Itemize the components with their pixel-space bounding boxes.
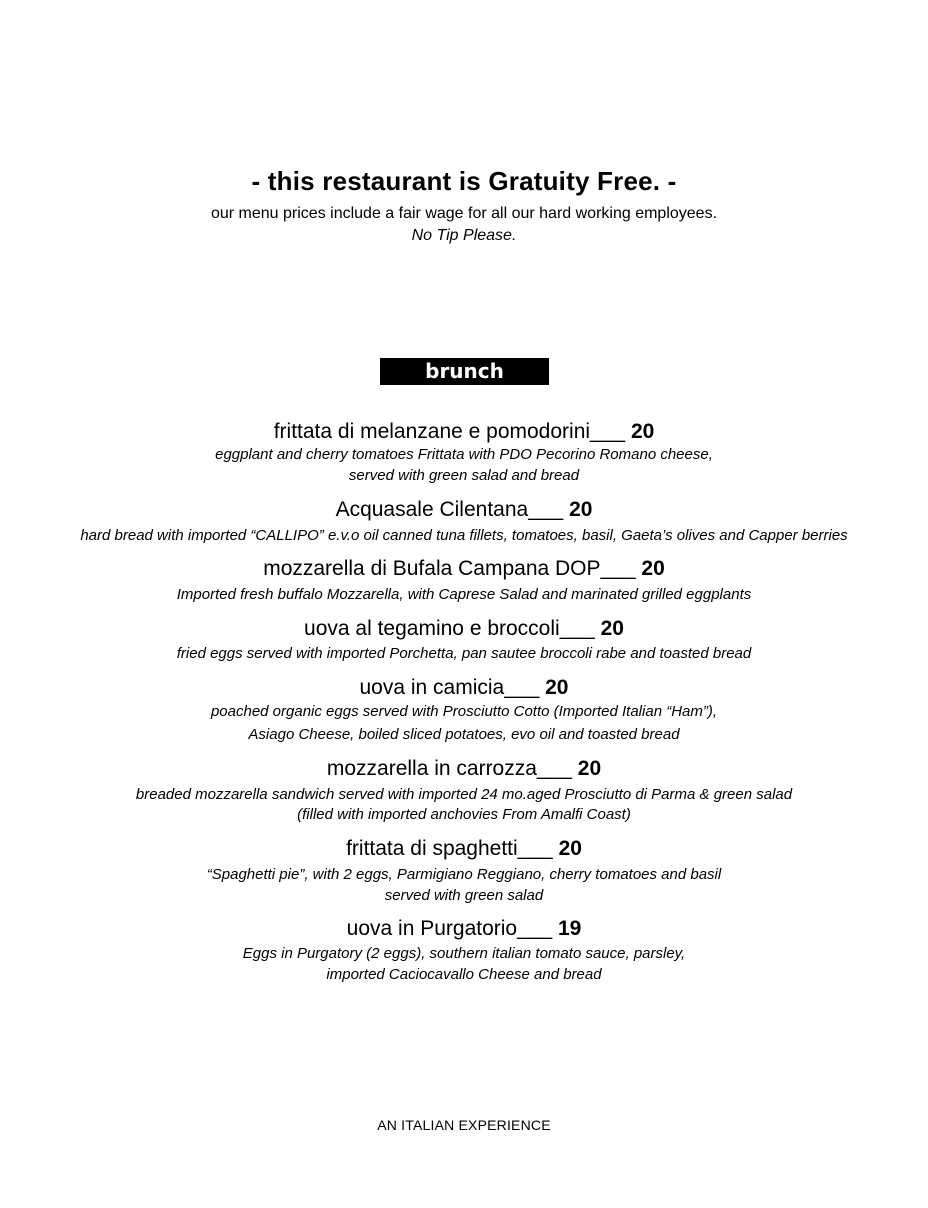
menu-item-description: imported Caciocavallo Cheese and bread <box>326 966 602 983</box>
menu-item-price: 19 <box>557 917 582 940</box>
menu-item-description: fried eggs served with imported Porchetta, pan sautee broccoli rabe and toasted bread <box>176 645 752 662</box>
menu-item-description: eggplant and cherry tomatoes Frittata with PDO Pecorino Romano cheese, <box>215 446 713 463</box>
menu-item-price: 20 <box>558 837 582 860</box>
menu-item-name <box>0 556 928 582</box>
gratuity-notice-body: our menu prices include a fair wage for all our hard working employees. <box>210 205 718 222</box>
menu-item-title: frittata di spaghetti___ <box>346 837 553 860</box>
menu-item-name <box>0 419 928 445</box>
menu-item-name <box>0 497 928 523</box>
menu-item-description: “Spaghetti pie”, with 2 eggs, Parmigiano Reggiano, cherry tomatoes and basil <box>206 866 722 883</box>
menu-item-title: uova in camicia___ <box>359 676 540 699</box>
menu-item-title: mozzarella in carrozza___ <box>326 757 572 780</box>
menu-item-description: breaded mozzarella sandwich served with imported 24 mo.aged Prosciutto di Parma & green salad <box>135 786 793 803</box>
menu-item-price: 20 <box>569 498 593 521</box>
menu-item-name <box>0 836 928 862</box>
menu-item-description: Imported fresh buffalo Mozzarella, with Caprese Salad and marinated grilled eggplants <box>176 586 752 603</box>
menu-item-description: served with green salad and bread <box>348 467 580 484</box>
menu-item-price: 20 <box>641 557 665 580</box>
menu-item-description: served with green salad <box>384 887 544 904</box>
menu-item-price: 20 <box>630 420 655 443</box>
menu-item-name <box>0 756 928 782</box>
menu-item-price: 20 <box>577 757 602 780</box>
menu-item-price: 20 <box>545 676 569 699</box>
footer-tagline: AN ITALIAN EXPERIENCE <box>377 1117 551 1133</box>
gratuity-notice-title: - this restaurant is Gratuity Free. - <box>251 166 677 196</box>
menu-item-description: Eggs in Purgatory (2 eggs), southern italian tomato sauce, parsley, <box>242 945 686 962</box>
section-label-brunch: brunch <box>380 358 549 385</box>
menu-item-title: mozzarella di Bufala Campana DOP___ <box>263 557 636 580</box>
menu-item-name <box>0 616 928 642</box>
menu-item-name <box>0 675 928 701</box>
menu-item-title: Acquasale Cilentana___ <box>335 498 564 521</box>
menu-item-price: 20 <box>600 617 624 640</box>
menu-item-description: poached organic eggs served with Prosciutto Cotto (Imported Italian “Ham”), <box>210 703 718 720</box>
gratuity-notice-note: No Tip Please. <box>411 227 517 244</box>
menu-item-title: uova al tegamino e broccoli___ <box>304 617 595 640</box>
menu-item-description: hard bread with imported “CALLIPO” e.v.o oil canned tuna fillets, tomatoes, basil, Gaeta’s olives and Capper berries <box>80 527 848 544</box>
menu-item-description: (filled with imported anchovies From Amalfi Coast) <box>297 806 631 823</box>
menu-item-title: uova in Purgatorio___ <box>346 917 553 940</box>
menu-item-description: Asiago Cheese, boiled sliced potatoes, evo oil and toasted bread <box>248 726 680 743</box>
menu-item-name <box>0 916 928 942</box>
menu-item-title: frittata di melanzane e pomodorini___ <box>273 420 626 443</box>
